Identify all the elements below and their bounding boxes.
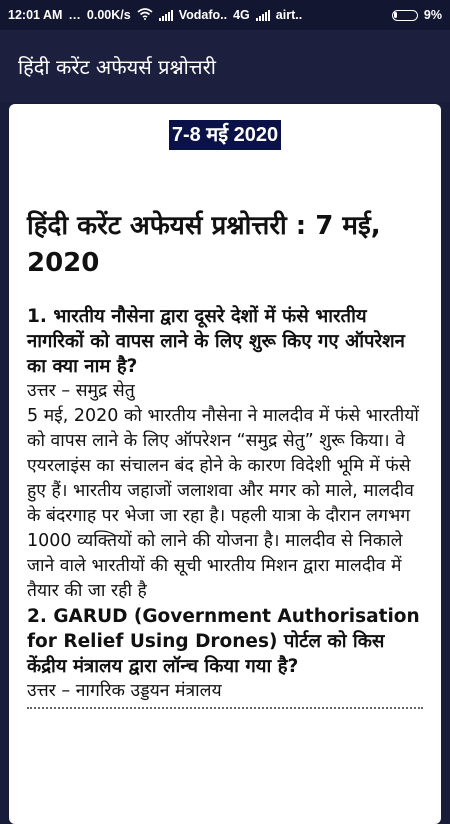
signal-icon [159, 10, 173, 21]
question-1: 1. भारतीय नौसेना द्वारा दूसरे देशों में फंसे भारतीय नागरिकों को वापस लाने के लिए शुरू किए गए ऑपरेशन का क्या नाम है? [27, 306, 405, 377]
question-2: 2. GARUD (Government Authorisation for Relief Using Drones) पोर्टल को किस केंद्रीय मंत्रालय द्वारा लॉन्च किया गया है? [27, 606, 420, 677]
date-badge: 7-8 मई 2020 [169, 120, 281, 150]
status-network: 4G [233, 8, 250, 22]
status-carrier2: airt.. [275, 8, 303, 22]
answer-2: उत्तर – नागरिक उड्डयन मंत्रालय [27, 681, 222, 701]
status-bar [0, 0, 450, 30]
status-carrier1: Vodafo.. [178, 8, 228, 22]
answer-1: उत्तर – समुद्र सेतु [27, 381, 135, 401]
article-content [27, 304, 423, 719]
status-speed: 0.00K/s [86, 8, 131, 22]
status-dots: … [68, 8, 81, 22]
article-card[interactable] [9, 104, 441, 824]
cut-off-text [27, 707, 423, 719]
battery-icon [392, 10, 418, 21]
app-bar [0, 30, 450, 102]
app-title: हिंदी करेंट अफेयर्स प्रश्नोत्तरी [18, 54, 216, 79]
article-heading: हिंदी करेंट अफेयर्स प्रश्नोत्तरी : 7 मई, 2020 [27, 211, 381, 278]
status-battery: 9% [423, 8, 442, 22]
explanation-1: 5 मई, 2020 को भारतीय नौसेना ने मालदीव में फंसे भारतीयों को वापस लाने के लिए ऑपरेशन “समुद्र सेतु” शुरू किया। वे एयरलाइंस का संचालन बंद होने के कारण विदेशी भूमि में फंसे हुए हैं। भारतीय जहाजों जलाशवा और मगर को माले, मालदीव के बंदरगाह पर भेजा जा रहा है। पहली यात्रा के दौरान लगभग 1000 व्यक्तियों को लाने की योजना है। मालदीव से निकाले जाने वाले भारतीयों की सूची भारतीय मिशन द्वारा मालदीव में तैयार की जा रही है [27, 406, 419, 601]
signal-icon-2 [256, 10, 270, 21]
status-time: 12:01 AM [8, 8, 63, 22]
wifi-icon [137, 8, 153, 23]
